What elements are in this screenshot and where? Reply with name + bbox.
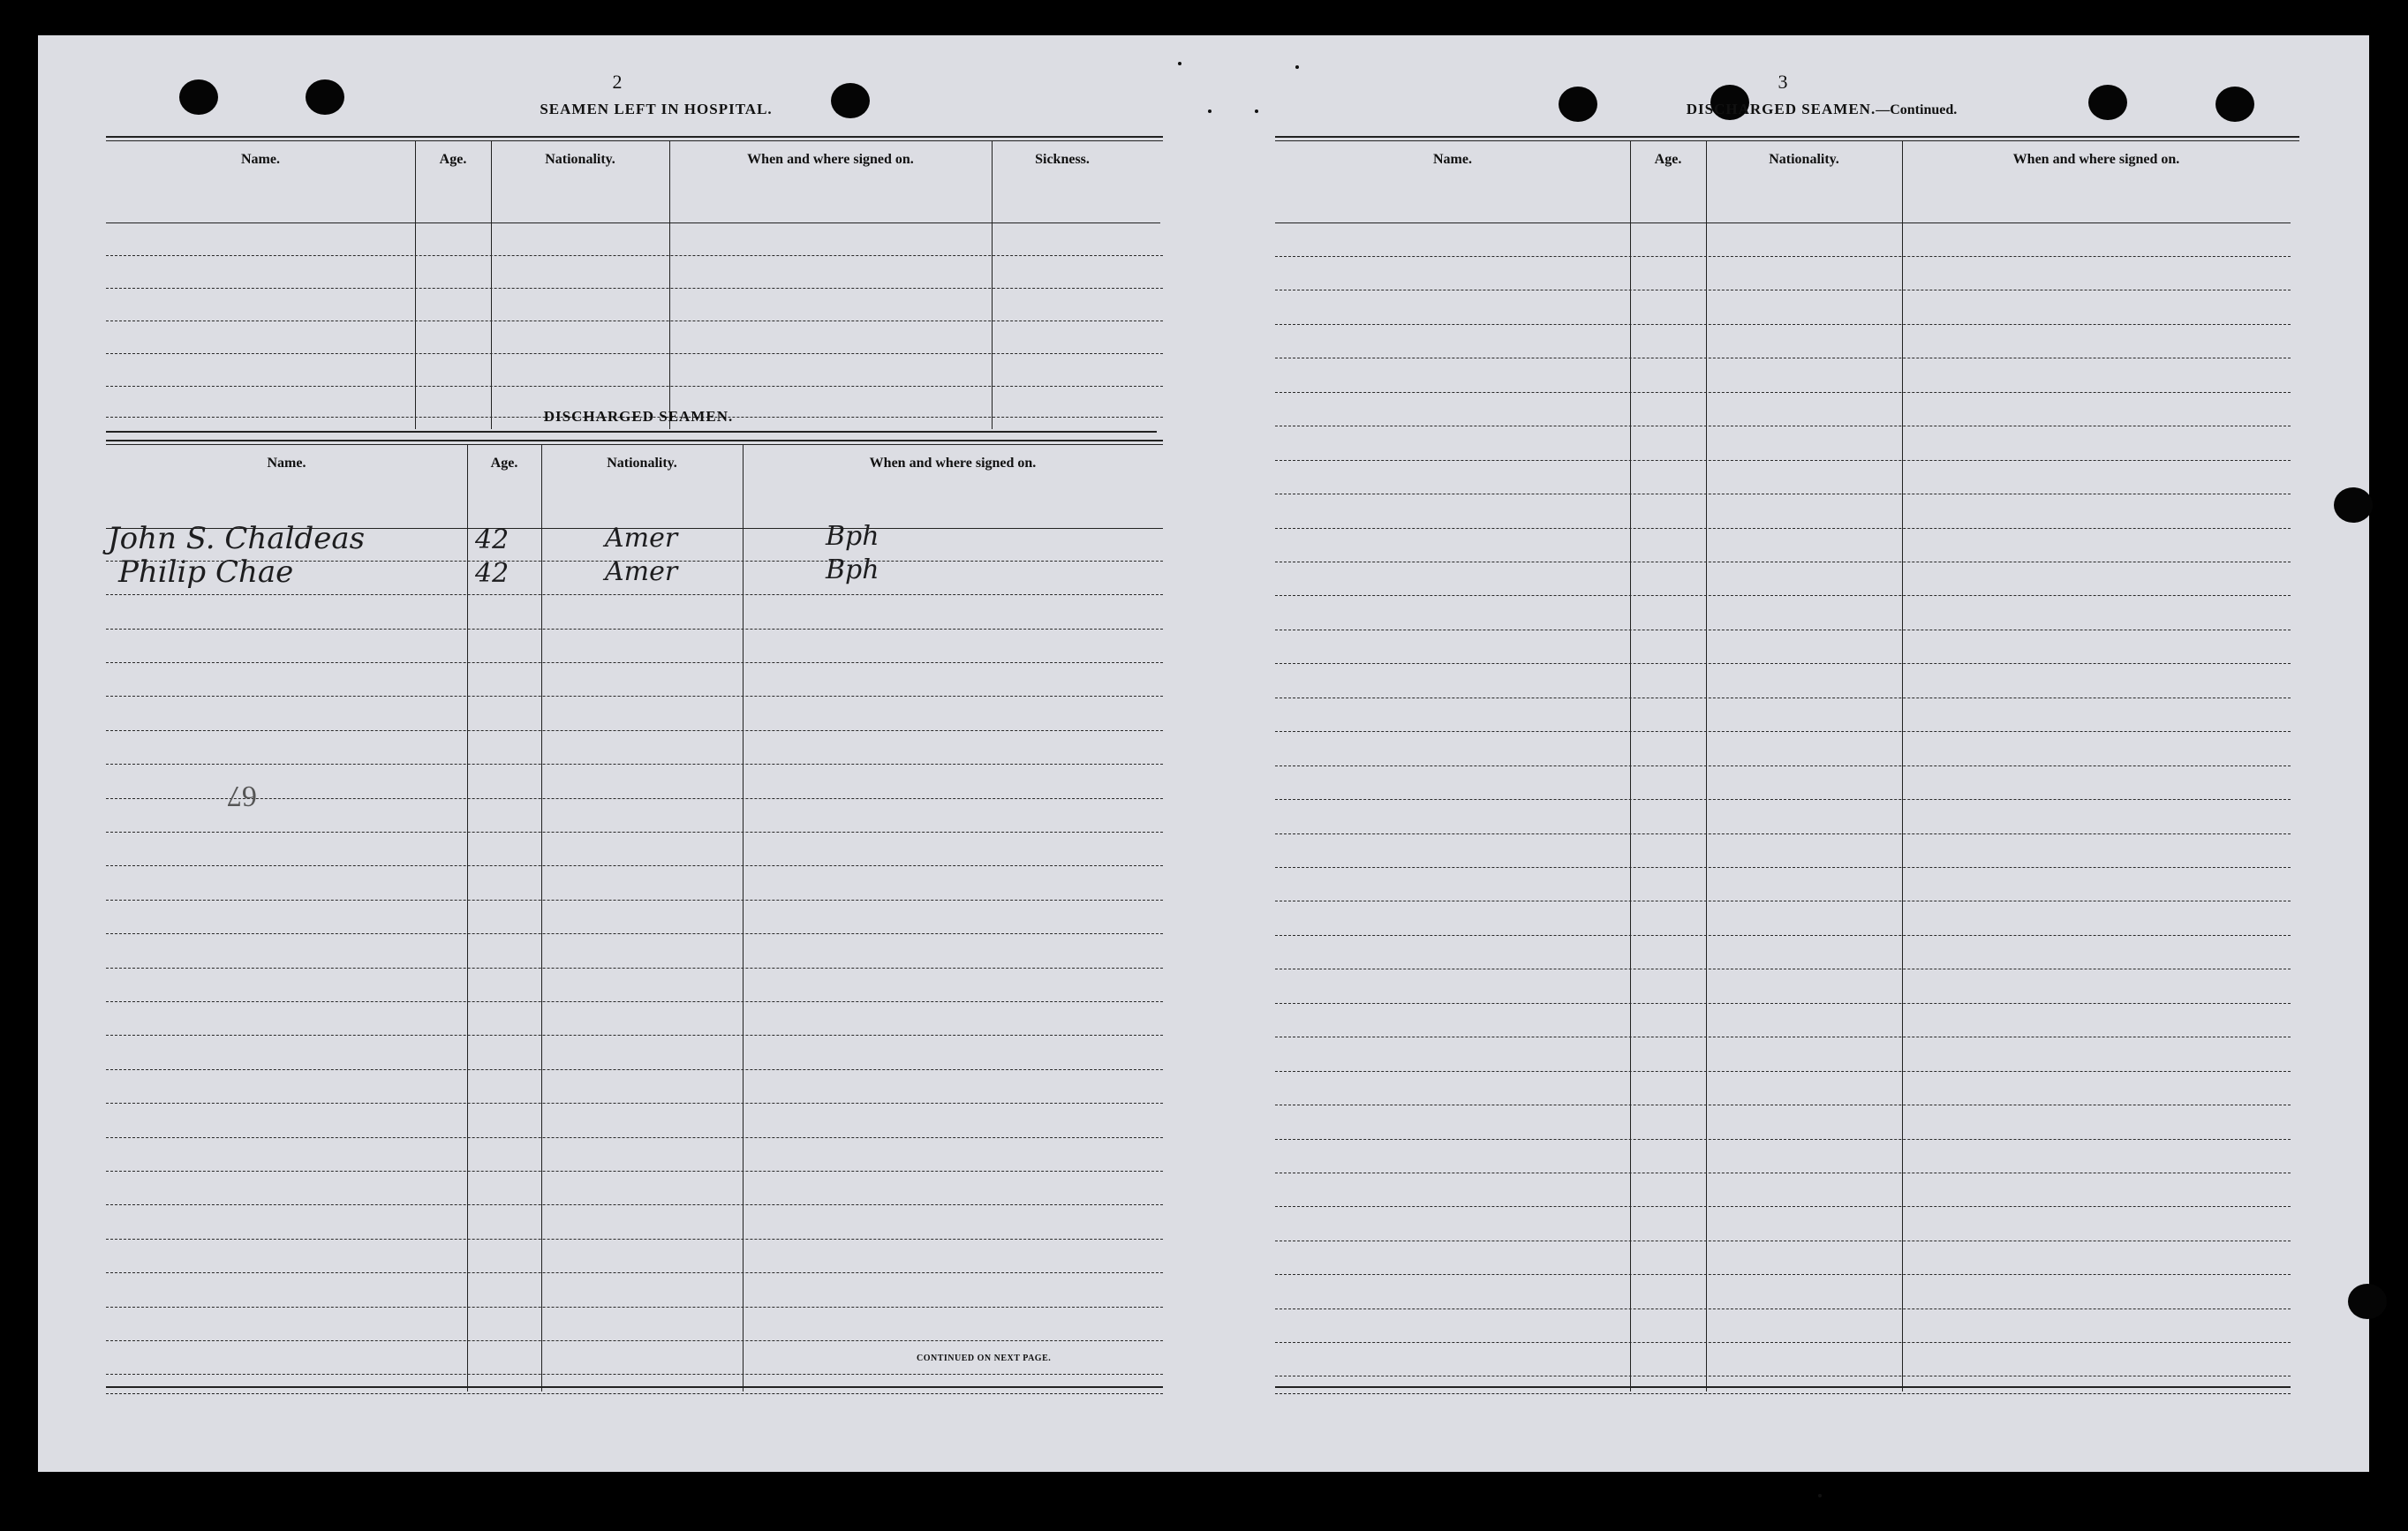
entry-name: Philip Chae — [118, 554, 294, 590]
row-rule — [106, 1069, 1163, 1070]
speck — [1255, 109, 1258, 113]
continued-col-signed-on: When and where signed on. — [2012, 152, 2180, 167]
discharged-col-name: Name. — [267, 456, 306, 471]
title-main: DISCHARGED SEAMEN. — [1686, 101, 1876, 117]
row-rule — [106, 1340, 1163, 1341]
row-rule — [1275, 595, 2291, 596]
row-rule — [1275, 1274, 2291, 1275]
row-rule — [1275, 528, 2291, 529]
punch-hole — [306, 79, 344, 115]
hospital-col-nationality: Nationality. — [545, 152, 615, 167]
row-rule — [1275, 663, 2291, 664]
entry-nationality: Amer — [605, 523, 678, 554]
row-rule — [1275, 1139, 2291, 1140]
row-rule — [106, 353, 1163, 354]
table-bottom-rule — [1275, 1386, 2291, 1388]
row-rule — [106, 1035, 1163, 1036]
continued-col-age: Age. — [1654, 152, 1682, 167]
entry-age: 42 — [475, 524, 510, 555]
column-divider — [1706, 141, 1707, 1391]
page-number-left: 2 — [612, 71, 623, 93]
row-rule — [1275, 867, 2291, 868]
row-rule — [1275, 1206, 2291, 1207]
table-bottom-rule — [106, 1386, 1163, 1388]
row-rule — [1275, 1071, 2291, 1072]
hospital-section-title: SEAMEN LEFT IN HOSPITAL. — [540, 101, 773, 117]
row-rule — [1275, 1003, 2291, 1004]
punch-hole — [2334, 487, 2373, 523]
row-rule — [106, 662, 1163, 663]
row-rule — [106, 1374, 1163, 1375]
table-bottom-rule — [106, 431, 1157, 433]
hospital-col-name: Name. — [241, 152, 280, 167]
row-rule — [106, 900, 1163, 901]
discharged-continued-title — [1574, 101, 2069, 118]
speck — [1295, 65, 1299, 69]
speck — [1208, 109, 1212, 113]
entry-signed-on: Bph — [826, 521, 879, 552]
row-rule — [1275, 324, 2291, 325]
discharged-col-age: Age. — [490, 456, 518, 471]
column-divider — [1630, 141, 1631, 1391]
entry-name: John S. Chaldeas — [108, 521, 366, 556]
column-divider — [1902, 141, 1903, 1391]
row-rule — [106, 832, 1163, 833]
row-rule — [106, 1001, 1163, 1002]
row-rule — [106, 1103, 1163, 1104]
discharged-table — [106, 440, 1163, 1399]
table-top-rule — [1275, 136, 2299, 138]
row-rule — [106, 798, 1163, 799]
hospital-table — [106, 136, 1163, 436]
row-rule — [106, 1171, 1163, 1172]
page-number-right: 3 — [1778, 71, 1788, 93]
ledger-spread — [38, 35, 2369, 1472]
row-rule — [1275, 460, 2291, 461]
row-rule — [106, 386, 1163, 387]
punch-hole — [2088, 85, 2127, 120]
row-rule — [1275, 392, 2291, 393]
table-top-rule — [106, 440, 1163, 441]
punch-hole — [2348, 1284, 2387, 1319]
hospital-col-sickness: Sickness. — [1035, 152, 1090, 167]
discharged-section-title: DISCHARGED SEAMEN. — [543, 408, 734, 425]
discharged-continued-table — [1275, 136, 2299, 1399]
table-bottom-rule — [1275, 1393, 2291, 1394]
row-rule — [106, 933, 1163, 934]
row-rule — [106, 629, 1163, 630]
continued-note: CONTINUED ON NEXT PAGE. — [917, 1354, 1052, 1363]
punch-hole — [179, 79, 218, 115]
row-rule — [1275, 935, 2291, 936]
row-rule — [106, 288, 1163, 289]
row-rule — [1275, 256, 2291, 257]
row-rule — [106, 730, 1163, 731]
row-rule — [106, 1272, 1163, 1273]
row-rule — [106, 1239, 1163, 1240]
row-rule — [106, 1137, 1163, 1138]
row-rule — [106, 1204, 1163, 1205]
header-rule — [1275, 222, 2291, 223]
title-suffix: —Continued. — [1876, 102, 1958, 117]
entry-signed-on: Bph — [826, 554, 879, 585]
table-row — [106, 554, 1163, 595]
table-top-rule — [106, 140, 1163, 141]
table-top-rule — [106, 444, 1163, 445]
hospital-col-age: Age. — [439, 152, 467, 167]
row-rule — [1275, 1342, 2291, 1343]
row-rule — [106, 1307, 1163, 1308]
row-rule — [106, 764, 1163, 765]
row-rule — [1275, 731, 2291, 732]
header-rule — [106, 222, 1160, 223]
row-rule — [106, 865, 1163, 866]
hospital-col-signed-on: When and where signed on. — [747, 152, 914, 167]
speck — [1178, 62, 1181, 65]
speck — [1818, 1494, 1822, 1497]
entry-age: 42 — [475, 558, 510, 589]
table-top-rule — [1275, 140, 2299, 141]
continued-col-nationality: Nationality. — [1769, 152, 1839, 167]
table-top-rule — [106, 136, 1163, 138]
discharged-col-signed-on: When and where signed on. — [869, 456, 1037, 471]
row-rule — [106, 696, 1163, 697]
discharged-col-nationality: Nationality. — [607, 456, 677, 471]
row-rule — [106, 255, 1163, 256]
entry-nationality: Amer — [605, 556, 678, 587]
row-rule — [106, 968, 1163, 969]
stamp-number: 67 — [227, 780, 257, 812]
table-bottom-rule — [106, 1393, 1163, 1394]
row-rule — [1275, 799, 2291, 800]
continued-col-name: Name. — [1433, 152, 1472, 167]
punch-hole — [2216, 87, 2254, 122]
row-rule — [1275, 833, 2291, 834]
